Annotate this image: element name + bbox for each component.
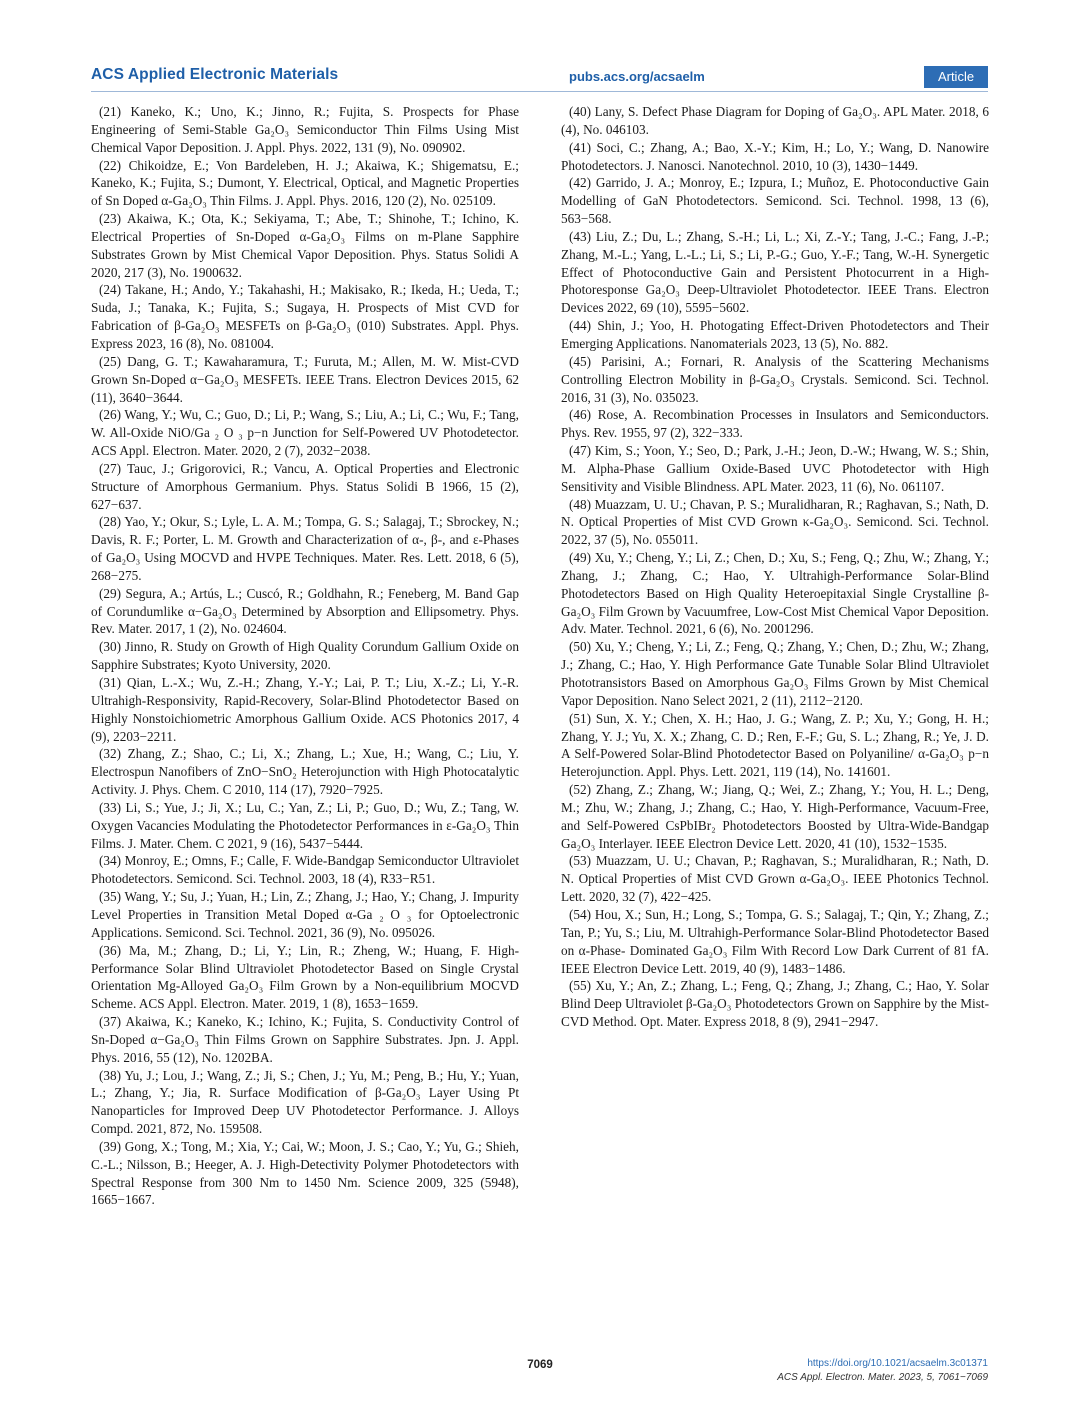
reference-item: (31) Qian, L.-X.; Wu, Z.-H.; Zhang, Y.-Y.; Lai, P. T.; Liu, X.-Z.; Li, Y.-R. Ultrahigh-Responsivity, Rapid-Recovery, Solar-Blind Photodetector Based on Highly Nonstoichiometric Amorphous Gallium Oxide. ACS Photonics 2017, 4 (9), 2203−2211.	[91, 675, 519, 744]
reference-item: (53) Muazzam, U. U.; Chavan, P.; Raghavan, S.; Muralidharan, R.; Nath, D. N. Optical Properties of Mist CVD Grown α-Ga₂O₃. IEEE Photonics Technol. Lett. 2020, 32 (7), 422−425.	[561, 853, 989, 905]
reference-item: (21) Kaneko, K.; Uno, K.; Jinno, R.; Fujita, S. Prospects for Phase Engineering of Semi-Stable Ga₂O₃ Semiconductor Thin Films Using Mist Chemical Vapor Deposition. J. Appl. Phys. 2022, 131 (9), No. 090902.	[91, 104, 519, 155]
reference-item: (28) Yao, Y.; Okur, S.; Lyle, L. A. M.; Tompa, G. S.; Salagaj, T.; Sbrockey, N.; Davis, R. F.; Porter, L. M. Growth and Characterization of α-, β-, and ε-Phases of Ga₂O₃ Using MOCVD and HVPE Techniques. Mater. Res. Lett. 2018, 6 (5), 268−275.	[91, 514, 519, 583]
reference-item: (43) Liu, Z.; Du, L.; Zhang, S.-H.; Li, L.; Xi, Z.-Y.; Tang, J.-C.; Fang, J.-P.; Zhang, M.-L.; Yang, L.-L.; Li, S.; Li, P.-G.; Guo, Y.-F.; Tang, W.-H. Synergetic Effect of Photoconductive Gain and Persistent Photocurrent in a High-Photoresponse Ga₂O₃ Deep-Ultraviolet Photodetector. IEEE Trans. Electron Devices 2022, 69 (10), 5595−5602.	[561, 228, 989, 316]
reference-item: (24) Takane, H.; Ando, Y.; Takahashi, H.; Makisako, R.; Ikeda, H.; Ueda, T.; Suda, J.; Tanaka, K.; Fujita, S.; Sugaya, H. Prospects of Mist CVD for Fabrication of β-Ga₂O₃ MESFETs on β-Ga₂O₃ (010) Substrates. Appl. Phys. Express 2023, 16 (8), No. 081004.	[91, 282, 519, 351]
references-left-column	[91, 103, 519, 1209]
reference-item: (26) Wang, Y.; Wu, C.; Guo, D.; Li, P.; Wang, S.; Liu, A.; Li, C.; Wu, F.; Tang, W. All-Oxide NiO/Ga ₂ O ₃ p−n Junction for Self-Powered UV Photodetector. ACS Appl. Electron. Mater. 2020, 2 (7), 2032−2038.	[91, 407, 519, 459]
reference-item: (41) Soci, C.; Zhang, A.; Bao, X.-Y.; Kim, H.; Lo, Y.; Wang, D. Nanowire Photodetectors. J. Nanosci. Nanotechnol. 2010, 10 (3), 1430−1449.	[561, 139, 989, 173]
reference-item: (54) Hou, X.; Sun, H.; Long, S.; Tompa, G. S.; Salagaj, T.; Qin, Y.; Zhang, Z.; Tan, P.; Yu, S.; Liu, M. Ultrahigh-Performance Solar-Blind Photodetector Based on α-Phase- Dominated Ga₂O₃ Film With Record Low Dark Current of 81 fA. IEEE Electron Device Lett. 2019, 40 (9), 1483−1486.	[561, 906, 989, 976]
reference-item: (49) Xu, Y.; Cheng, Y.; Li, Z.; Chen, D.; Xu, S.; Feng, Q.; Zhu, W.; Zhang, Y.; Zhang, J.; Zhang, C.; Hao, Y. Ultrahigh-Performance Solar-Blind Photodetectors Based on High Quality Heteroepitaxial Single Crystalline β-Ga₂O₃ Film Grown by Vacuumfree, Low-Cost Mist Chemical Vapor Deposition. Adv. Mater. Technol. 2021, 6 (6), No. 2001296.	[561, 550, 989, 637]
reference-item: (29) Segura, A.; Artús, L.; Cuscó, R.; Goldhahn, R.; Feneberg, M. Band Gap of Corundumlike α−Ga₂O₃ Determined by Absorption and Ellipsometry. Phys. Rev. Mater. 2017, 1 (2), No. 024604.	[91, 585, 519, 637]
reference-item: (34) Monroy, E.; Omns, F.; Calle, F. Wide-Bandgap Semiconductor Ultraviolet Photodetectors. Semicond. Sci. Technol. 2003, 18 (4), R33−R51.	[91, 853, 519, 887]
journal-title: ACS Applied Electronic Materials	[91, 66, 339, 83]
reference-item: (36) Ma, M.; Zhang, D.; Li, Y.; Lin, R.; Zheng, W.; Huang, F. High-Performance Solar Blind Ultraviolet Photodetector Based on Single Crystal Orientation Mg-Alloyed Ga₂O₃ Film Grown by a Non-equilibrium MOCVD Scheme. ACS Appl. Electron. Mater. 2019, 1 (8), 1653−1659.	[91, 942, 519, 1012]
reference-item: (51) Sun, X. Y.; Chen, X. H.; Hao, J. G.; Wang, Z. P.; Xu, Y.; Gong, H. H.; Zhang, Y. J.; Yu, X. X.; Zhang, C. D.; Ren, F.-F.; Gu, S. L.; Zhang, R.; Ye, J. D. A Self-Powered Solar-Blind Photodetector Based on Polyaniline/ α-Ga₂O₃ p−n Heterojunction. Appl. Phys. Lett. 2021, 119 (14), No. 141601.	[561, 710, 989, 780]
article-type-badge: Article	[924, 66, 988, 88]
reference-item: (27) Tauc, J.; Grigorovici, R.; Vancu, A. Optical Properties and Electronic Structure of Amorphous Germanium. Phys. Status Solidi B 1966, 15 (2), 627−637.	[91, 460, 519, 512]
reference-item: (55) Xu, Y.; An, Z.; Zhang, L.; Feng, Q.; Zhang, J.; Zhang, C.; Hao, Y. Solar Blind Deep Ultraviolet β-Ga₂O₃ Photodetectors Grown on Sapphire by the Mist-CVD Method. Opt. Mater. Express 2018, 8 (9), 2941−2947.	[561, 978, 989, 1030]
references-right-column	[561, 103, 989, 1031]
reference-item: (44) Shin, J.; Yoo, H. Photogating Effect-Driven Photodetectors and Their Emerging Applications. Nanomaterials 2023, 13 (5), No. 882.	[561, 318, 989, 351]
reference-item: (47) Kim, S.; Yoon, Y.; Seo, D.; Park, J.-H.; Jeon, D.-W.; Hwang, W. S.; Shin, M. Alpha-Phase Gallium Oxide-Based UVC Photodetector with High Sensitivity and Visible Blindness. APL Mater. 2023, 11 (6), No. 061107.	[561, 443, 989, 494]
page-number: 7069	[527, 1359, 553, 1371]
reference-item: (25) Dang, G. T.; Kawaharamura, T.; Furuta, M.; Allen, M. W. Mist-CVD Grown Sn-Doped α−Ga₂O₃ MESFETs. IEEE Trans. Electron Devices 2015, 62 (11), 3640−3644.	[91, 353, 519, 405]
reference-item: (40) Lany, S. Defect Phase Diagram for Doping of Ga₂O₃. APL Mater. 2018, 6 (4), No. 046103.	[561, 104, 989, 137]
page-header	[91, 66, 988, 90]
reference-item: (30) Jinno, R. Study on Growth of High Quality Corundum Gallium Oxide on Sapphire Substrates; Kyoto University, 2020.	[91, 639, 519, 673]
reference-item: (32) Zhang, Z.; Shao, C.; Li, X.; Zhang, L.; Xue, H.; Wang, C.; Liu, Y. Electrospun Nanofibers of ZnO−SnO₂ Heterojunction with High Photocatalytic Activity. J. Phys. Chem. C 2010, 114 (17), 7920−7925.	[91, 746, 519, 798]
journal-url-link[interactable]: pubs.acs.org/acsaelm	[569, 69, 705, 84]
reference-item: (50) Xu, Y.; Cheng, Y.; Li, Z.; Feng, Q.; Zhang, Y.; Chen, D.; Zhu, W.; Zhang, J.; Zhang, C.; Hao, Y. High Performance Gate Tunable Solar Blind Ultraviolet Phototransistors Based on Amorphous Ga₂O₃ Films Grown by Mist Chemical Vapor Deposition. Nano Select 2021, 2 (11), 2112−2120.	[561, 639, 989, 708]
doi-link[interactable]: https://doi.org/10.1021/acsaelm.3c01371	[807, 1358, 988, 1369]
reference-item: (48) Muazzam, U. U.; Chavan, P. S.; Muralidharan, R.; Raghavan, S.; Nath, D. N. Optical Properties of Mist CVD Grown κ-Ga₂O₃. Semicond. Sci. Technol. 2022, 37 (5), No. 055011.	[561, 496, 989, 548]
reference-item: (46) Rose, A. Recombination Processes in Insulators and Semiconductors. Phys. Rev. 1955, 97 (2), 322−333.	[561, 407, 989, 441]
reference-item: (38) Yu, J.; Lou, J.; Wang, Z.; Ji, S.; Chen, J.; Yu, M.; Peng, B.; Hu, Y.; Yuan, L.; Zhang, Y.; Jia, R. Surface Modification of β-Ga₂O₃ Layer Using Pt Nanoparticles for Improved Deep UV Photodetector Performance. J. Alloys Compd. 2021, 872, No. 159508.	[91, 1067, 519, 1137]
reference-item: (23) Akaiwa, K.; Ota, K.; Sekiyama, T.; Abe, T.; Shinohe, T.; Ichino, K. Electrical Properties of Sn-Doped α-Ga₂O₃ Films on m-Plane Sapphire Substrates Grown by Mist Chemical Vapor Deposition. Phys. Status Solidi A 2020, 217 (3), No. 1900632.	[91, 211, 519, 280]
reference-item: (39) Gong, X.; Tong, M.; Xia, Y.; Cai, W.; Moon, J. S.; Cao, Y.; Yu, G.; Shieh, C.-L.; Nilsson, B.; Heeger, A. J. High-Detectivity Polymer Photodetectors with Spectral Response from 300 Nm to 1450 Nm. Science 2009, 325 (5948), 1665−1667.	[91, 1138, 519, 1208]
reference-item: (52) Zhang, Z.; Zhang, W.; Jiang, Q.; Wei, Z.; Zhang, Y.; You, H. L.; Deng, M.; Zhu, W.; Zhang, J.; Zhang, C.; Hao, Y. High-Performance, Vacuum-Free, and Self-Powered CsPbIBr₂ Photodetectors Boosted by Ultra-Wide-Bandgap Ga₂O₃ Interlayer. IEEE Electron Device Lett. 2020, 41 (10), 1532−1535.	[561, 782, 989, 851]
reference-item: (22) Chikoidze, E.; Von Bardeleben, H. J.; Akaiwa, K.; Shigematsu, E.; Kaneko, K.; Fujita, S.; Dumont, Y. Electrical, Optical, and Magnetic Properties of Sn Doped α-Ga₂O₃ Thin Films. J. Appl. Phys. 2016, 120 (2), No. 025109.	[91, 157, 519, 209]
header-divider	[91, 91, 988, 92]
reference-item: (42) Garrido, J. A.; Monroy, E.; Izpura, I.; Muñoz, E. Photoconductive Gain Modelling of GaN Photodetectors. Semicond. Sci. Technol. 1998, 13 (6), 563−568.	[561, 175, 989, 227]
reference-item: (35) Wang, Y.; Su, J.; Yuan, H.; Lin, Z.; Zhang, J.; Hao, Y.; Chang, J. Impurity Level Properties in Transition Metal Doped α-Ga ₂ O ₃ for Optoelectronic Applications. Semicond. Sci. Technol. 2021, 36 (9), No. 095026.	[91, 889, 519, 940]
footer-citation: ACS Appl. Electron. Mater. 2023, 5, 7061−7069	[777, 1372, 988, 1383]
reference-item: (33) Li, S.; Yue, J.; Ji, X.; Lu, C.; Yan, Z.; Li, P.; Guo, D.; Wu, Z.; Tang, W. Oxygen Vacancies Modulating the Photodetector Performances in ε-Ga₂O₃ Thin Films. J. Mater. Chem. C 2021, 9 (16), 5437−5444.	[91, 799, 519, 851]
reference-item: (45) Parisini, A.; Fornari, R. Analysis of the Scattering Mechanisms Controlling Electron Mobility in β-Ga₂O₃ Crystals. Semicond. Sci. Technol. 2016, 31 (3), No. 035023.	[561, 353, 989, 405]
reference-item: (37) Akaiwa, K.; Kaneko, K.; Ichino, K.; Fujita, S. Conductivity Control of Sn-Doped α−Ga₂O₃ Thin Films Grown on Sapphire Substrates. Jpn. J. Appl. Phys. 2016, 55 (12), No. 1202BA.	[91, 1014, 519, 1065]
